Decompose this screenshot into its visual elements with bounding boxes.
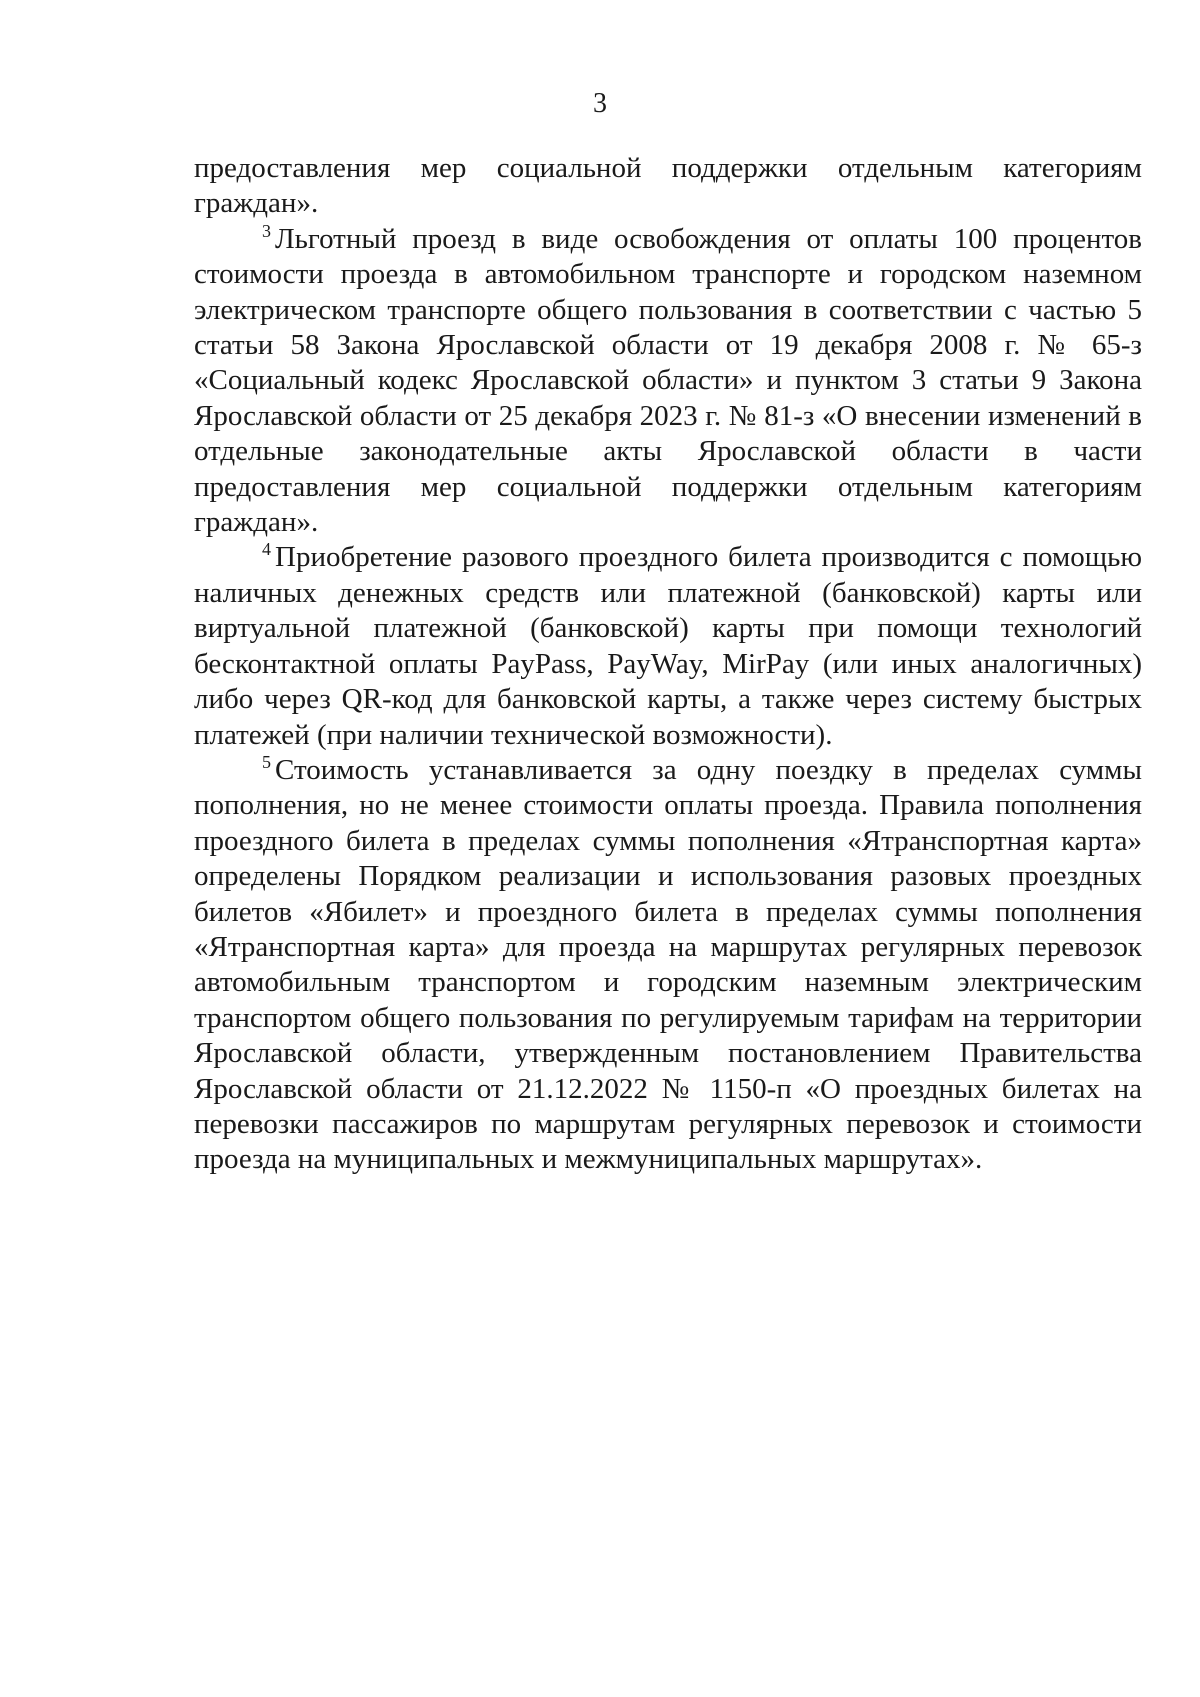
footnote-marker: 5 [262, 751, 271, 772]
footnote-text: Приобретение разового проездного билета производится с помощью наличных денежных средств или платежной (банковской) карты или виртуальной платежной (банковской) карты при помощи технологий бесконтактной оплаты PayPass, PayWay, MirPay (или иных аналогичных) либо через QR-код для банковской карты, а также через систему быстрых платежей (при наличии технической возможности). [194, 541, 1142, 751]
footnote-text: Стоимость устанавливается за одну поездку в пределах суммы пополнения, но не менее стоимости оплаты проезда. Правила пополнения проездного билета в пределах суммы пополнения «Ятранспортная карта» определены Порядком реализации и использования разовых проездных билетов «Ябилет» и проездного билета в пределах суммы пополнения «Ятранспортная карта» для проезда на маршрутах регулярных перевозок автомобильным транспортом и городским наземным электрическим транспортом общего пользования по регулируемым тарифам на территории Ярославской области, утвержденным постановлением Правительства Ярославской области от 21.12.2022 № 1150-п «О проездных билетах на перевозки пассажиров по маршрутам регулярных перевозок и стоимости проезда на муниципальных и межмуниципальных маршрутах». [194, 753, 1142, 1176]
footnote-3 [194, 222, 1142, 541]
continuation-paragraph: предоставления мер социальной поддержки отдельным категориям граждан». [194, 152, 1142, 220]
page-number: 3 [593, 88, 607, 119]
footnotes-section [194, 151, 1142, 1178]
footnote-marker: 4 [262, 539, 271, 560]
footnote-text: Льготный проезд в виде освобождения от оплаты 100 процентов стоимости проезда в автомобильном транспорте и городском наземном электрическом транспорте общего пользования в соответствии с частью 5 статьи 58 Закона Ярославской области от 19 декабря 2008 г. № 65-з «Социальный кодекс Ярославской области» и пунктом 3 статьи 9 Закона Ярославской области от 25 декабря 2023 г. № 81-з «О внесении изменений в отдельные законодательные акты Ярославской области в части предоставления мер социальной поддержки отдельным категориям граждан». [194, 222, 1142, 539]
footnote-4 [194, 540, 1142, 752]
footnote-5 [194, 753, 1142, 1178]
footnote-marker: 3 [262, 220, 271, 241]
